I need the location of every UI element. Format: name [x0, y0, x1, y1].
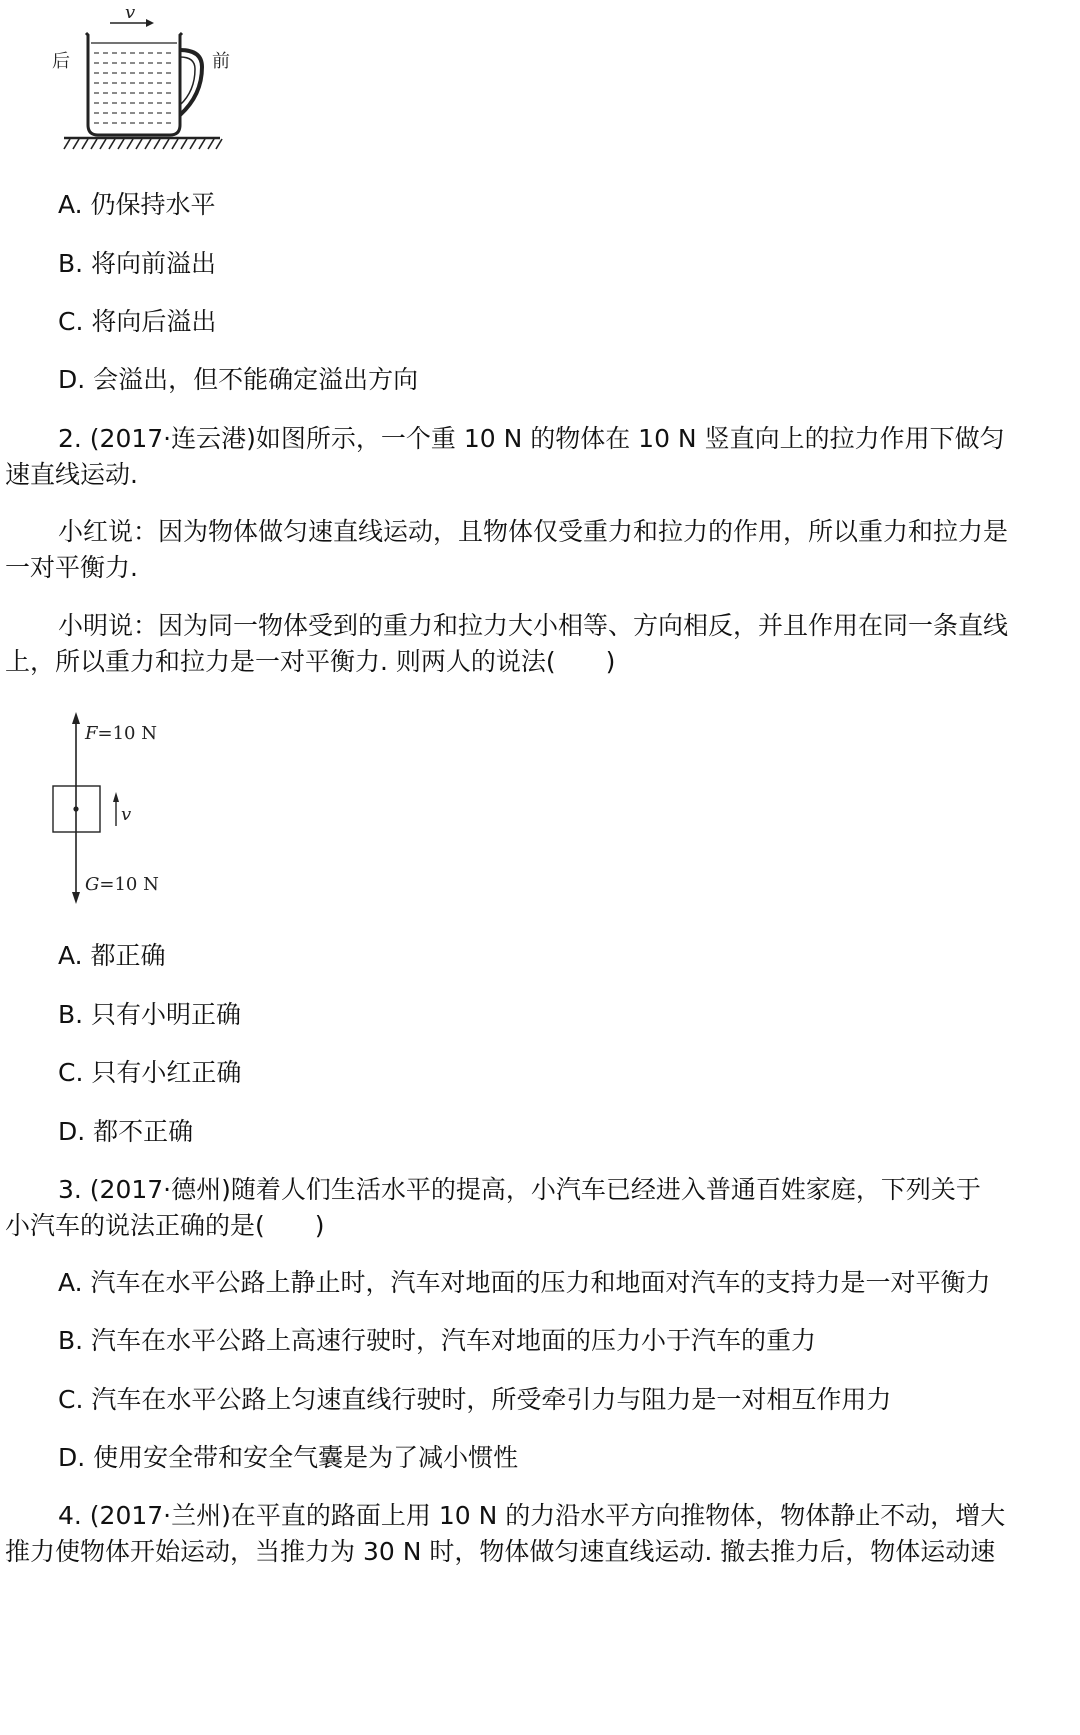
force-down-label: G=10 N	[85, 874, 159, 895]
q2-stem-line1: 2. (2017·连云港)如图所示，一个重 10 N 的物体在 10 N 竖直向上的拉力作用下做匀	[58, 424, 1005, 453]
q1-option-c: C. 将向后溢出	[58, 307, 217, 336]
block-velocity-label: v	[121, 804, 132, 825]
force-up-label: F=10 N	[85, 723, 157, 744]
back-label: 后	[52, 51, 70, 72]
q4-stem-line2: 推力使物体开始运动，当推力为 30 N 时，物体做匀速直线运动. 撤去推力后，物体运动速	[5, 1537, 996, 1566]
front-label: 前	[212, 51, 230, 72]
velocity-label: v	[125, 5, 136, 23]
q3-option-b: B. 汽车在水平公路上高速行驶时，汽车对地面的压力小于汽车的重力	[58, 1326, 817, 1355]
q2-option-c: C. 只有小红正确	[58, 1058, 242, 1087]
q1-option-a: A. 仍保持水平	[58, 190, 216, 219]
force-down-arrow	[72, 892, 80, 904]
q3-option-d: D. 使用安全带和安全气囊是为了减小惯性	[58, 1443, 519, 1472]
q2-xiaohong-line2: 一对平衡力.	[5, 553, 138, 582]
q3-stem-line1: 3. (2017·德州)随着人们生活水平的提高，小汽车已经进入普通百姓家庭，下列关于	[58, 1175, 981, 1204]
q3-stem-line2: 小汽车的说法正确的是( )	[5, 1211, 325, 1240]
q2-xiaoming-line1: 小明说：因为同一物体受到的重力和拉力大小相等、方向相反，并且作用在同一条直线	[58, 611, 1009, 640]
q4-stem-line1: 4. (2017·兰州)在平直的路面上用 10 N 的力沿水平方向推物体，物体静止不动，增大	[58, 1501, 1006, 1530]
q2-option-b: B. 只有小明正确	[58, 1000, 242, 1029]
q1-option-d: D. 会溢出，但不能确定溢出方向	[58, 365, 419, 394]
q2-xiaohong-line1: 小红说：因为物体做匀速直线运动，且物体仅受重力和拉力的作用，所以重力和拉力是	[58, 517, 1009, 546]
q1-option-b: B. 将向前溢出	[58, 249, 217, 278]
q3-option-a: A. 汽车在水平公路上静止时，汽车对地面的压力和地面对汽车的支持力是一对平衡力	[58, 1268, 991, 1297]
beaker-figure	[50, 5, 240, 155]
q2-option-d: D. 都不正确	[58, 1117, 194, 1146]
q2-xiaoming-line2: 上，所以重力和拉力是一对平衡力. 则两人的说法( )	[5, 647, 616, 676]
q3-option-c: C. 汽车在水平公路上匀速直线行驶时，所受牵引力与阻力是一对相互作用力	[58, 1385, 892, 1414]
force-figure	[45, 710, 185, 910]
q2-stem-line2: 速直线运动.	[5, 460, 138, 489]
force-up-arrow	[72, 712, 80, 724]
q2-option-a: A. 都正确	[58, 941, 166, 970]
